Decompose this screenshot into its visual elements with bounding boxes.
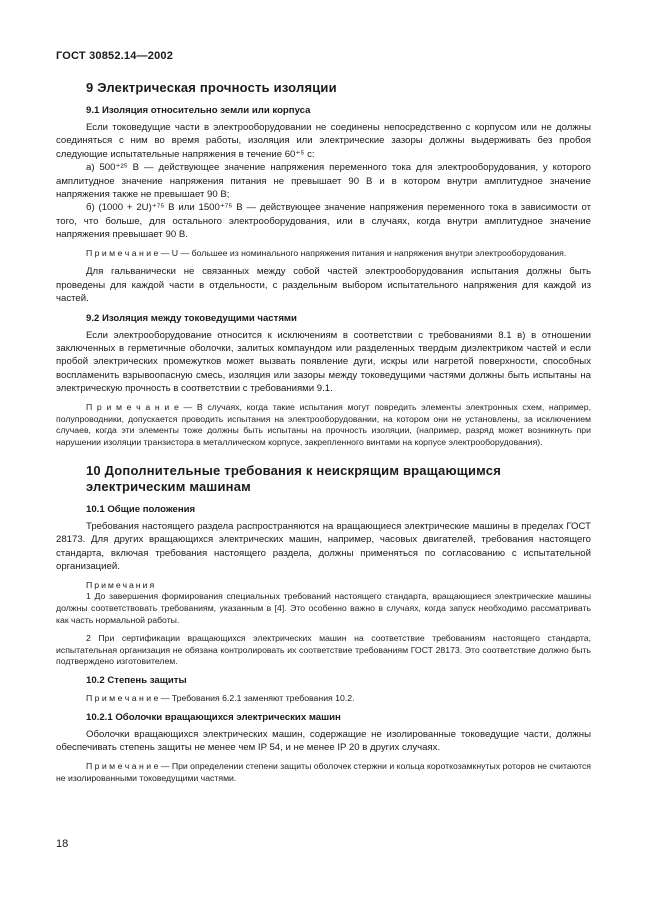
- section-10-title: 10 Дополнительные требования к неискрящим вращающимся электрическим машинам: [86, 462, 501, 494]
- section-9-1-paragraph-2: Для гальванически не связанных между собой частей электрооборудования испытания должны быть проведены для каждой части в отдельности, с раздельным выбором испытательного напряжения для каждой из частей.: [56, 266, 591, 305]
- section-10-2-1-note: П р и м е ч а н и е — При определении степени защиты оболочек стержни и кольца короткозамкнутых роторов не считаются не изолированными токоведущими частями.: [56, 760, 591, 783]
- section-10-2-1-title: 10.2.1 Оболочки вращающихся электрических машин: [86, 711, 341, 723]
- section-10-1-paragraph-1: Требования настоящего раздела распространяются на вращающиеся электрические машины в пределах ГОСТ 28173. Для других вращающихся электрических машин, например, часовых двигателей, требования настоящего стандарта, включая требования настоящего раздела, должны применяться по согласованию с испытательной организацией.: [56, 520, 591, 573]
- section-10-1-note-1: 1 До завершения формирования специальных требований настоящего стандарта, вращающиеся электрические машины должны соответствовать требованиям, указанным в [4]. Это особенно важно в случаях, когда запуск необходимо рассматривать как часть нормальной работы.: [56, 591, 591, 625]
- page-number: 18: [56, 838, 69, 850]
- section-9-2-paragraph-1: Если электрооборудование относится к исключениям в соответствии с требованиями 8.1 в) в отношении заключенных в герметичные оболочки, залитых компаундом или разделенных твердым диэлектриком частей и если пробой электрических промежутков может вызвать появление дуги, искры или нагретой поверхности, способных воспламенить взрывоопасную смесь, изоляция или зазоры между токоведущими частями должны быть испытаны на электрическую прочность в соответствии с требованиями 9.1.: [56, 329, 591, 395]
- section-9-1-note: П р и м е ч а н и е — U — большее из номинального напряжения питания и напряжения внутри электрооборудования.: [86, 247, 567, 258]
- section-9-1-item-b: б) (1000 + 2U)⁺⁷⁵ В или 1500⁺⁷⁵ В — действующее значение напряжения переменного тока в зависимости от того, что больше, для остального электрооборудования, или в случаях, когда внутри амплитудное значение напряжения превышает 90 В.: [56, 202, 591, 241]
- section-9-1-paragraph-1: Если токоведущие части в электрооборудовании не соединены непосредственно с корпусом или не должны соединяться с ним во время работы, изоляция или электрические зазоры должны выдерживать без пробоя следующие испытательные напряжения в течение 60⁺⁵ с:: [56, 122, 591, 160]
- section-10-2-title: 10.2 Степень защиты: [86, 675, 187, 687]
- section-9-2-note: П р и м е ч а н и е — В случаях, когда такие испытания могут повредить элементы электронных схем, например, полупроводники, допускается проводить испытания на электрооборудовании, на котором они не установлены, за исключением случаев, когда эти элементы тоже должны быть испытаны на прочность изоляции, (например, разряд может возникнуть при нарушении изоляции транзистора в металлическом корпусе, закрепленного винтами на корпусе электрооборудования).: [56, 401, 591, 448]
- section-9-1-item-a: а) 500⁺²⁵ В — действующее значение напряжения переменного тока для электрооборудования, у которого амплитудное значение напряжения питания не превышает 90 В и в котором внутри амплитудное значение напряжения также не превышает 90 В;: [56, 162, 591, 201]
- section-9-1-title: 9.1 Изоляция относительно земли или корпуса: [86, 105, 311, 116]
- section-10-1-note-2: 2 При сертификации вращающихся электрических машин на соответствие требованиям настоящего стандарта, испытательная организация не обязана контролировать их соответствие требованиям ГОСТ 28173. Это соответствие должно быть подтверждено изготовителем.: [56, 632, 591, 667]
- section-10-2-1-paragraph-1: Оболочки вращающихся электрических машин, содержащие не изолированные токоведущие части, должны обеспечивать степень защиты не менее чем IP 54, и не менее IP 20 в других случаях.: [56, 728, 591, 754]
- standard-header: ГОСТ 30852.14—2002: [56, 50, 174, 62]
- section-9-title: 9 Электрическая прочность изоляции: [86, 80, 337, 95]
- section-10-2-note: П р и м е ч а н и е — Требования 6.2.1 заменяют требования 10.2.: [86, 693, 355, 704]
- page-content: [56, 80, 591, 790]
- section-10-1-notes-heading: Примечания: [86, 579, 157, 590]
- section-9-2-title: 9.2 Изоляция между токоведущими частями: [86, 312, 297, 324]
- section-10-1-title: 10.1 Общие положения: [86, 503, 196, 515]
